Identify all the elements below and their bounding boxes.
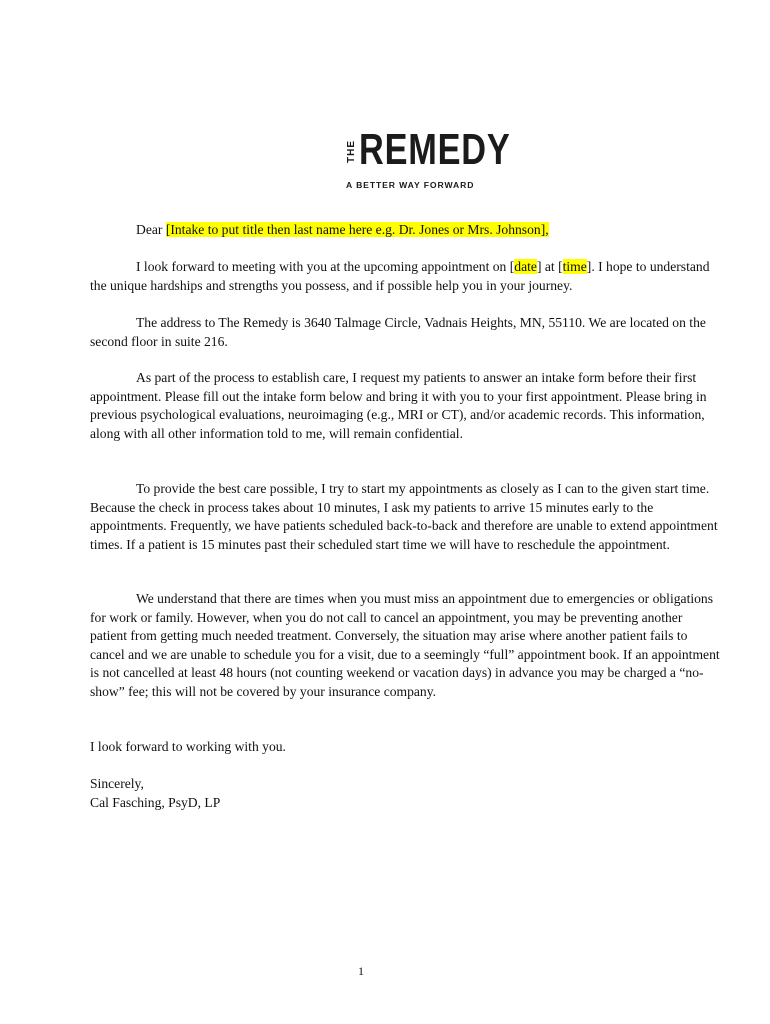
- p3-text: As part of the process to establish care, I request my patients to answer an intake form before their first appointment. Please fill out the intake form below and bring it with you to your first appointment. Please bring in previous psychological evaluations, neuroimaging (e.g., MRI or CT), and/or academic records. This information, along with all other information told to me, will remain confidential.: [90, 370, 707, 441]
- p2-text: The address to The Remedy is 3640 Talmage Circle, Vadnais Heights, MN, 55110. We are located on the second floor in suite 216.: [90, 315, 706, 349]
- logo-wordmark: REMEDY: [359, 125, 511, 174]
- signature-block: [90, 775, 722, 812]
- paragraph-address: [90, 314, 722, 351]
- p1-text-end: ]. I hope to understand the unique hardships and strengths you possess, and if possible help you in your journey.: [90, 259, 710, 293]
- logo-tagline: A BETTER WAY FORWARD: [346, 180, 475, 190]
- salutation-placeholder: [Intake to put title then last name here e.g. Dr. Jones or Mrs. Johnson],: [165, 222, 549, 237]
- salutation-prefix: Dear: [136, 222, 166, 237]
- date-placeholder: date: [514, 259, 537, 274]
- paragraph-missed-appointments: [90, 590, 722, 701]
- signature-text: Cal Fasching, PsyD, LP: [90, 794, 221, 810]
- p1-text-mid: ] at [: [536, 259, 563, 274]
- page-number: 1: [358, 964, 364, 978]
- p5-text: We understand that there are times when you must miss an appointment due to emergencies or obligations for work or family. However, when you do not call to cancel an appointment, you may be preventing another patient from getting much needed treatment. Conversely, the situation may arise where another patient fails to cancel and we are unable to schedule you for a visit, due to a seemingly “full” appointment book. If an appointment is not cancelled at least 48 hours (not counting weekend or vacation days) in advance you may be charged a “no-show” fee; this will not be covered by your insurance company.: [90, 591, 720, 699]
- paragraph-start-time: [90, 480, 722, 554]
- salutation: [90, 221, 722, 240]
- the-remedy-logo: [341, 124, 511, 190]
- paragraph-appointment: [90, 258, 722, 295]
- signoff-text: Sincerely,: [90, 776, 144, 791]
- time-placeholder: time: [562, 259, 587, 274]
- p1-text-start: I look forward to meeting with you at the upcoming appointment on [: [136, 259, 515, 274]
- paragraph-intake: [90, 369, 722, 443]
- p4-text: To provide the best care possible, I try to start my appointments as closely as I can to the given start time. Because the check in process takes about 10 minutes, I ask my patients to arrive 15 minutes early to the appointments. Frequently, we have patients scheduled back-to-back and therefore are unable to extend appointment times. If a patient is 15 minutes past their scheduled start time we will have to reschedule the appointment.: [90, 481, 718, 552]
- closing-line-text: I look forward to working with you.: [90, 739, 286, 754]
- closing-line: [90, 738, 722, 757]
- logo-the-text: THE: [346, 140, 357, 164]
